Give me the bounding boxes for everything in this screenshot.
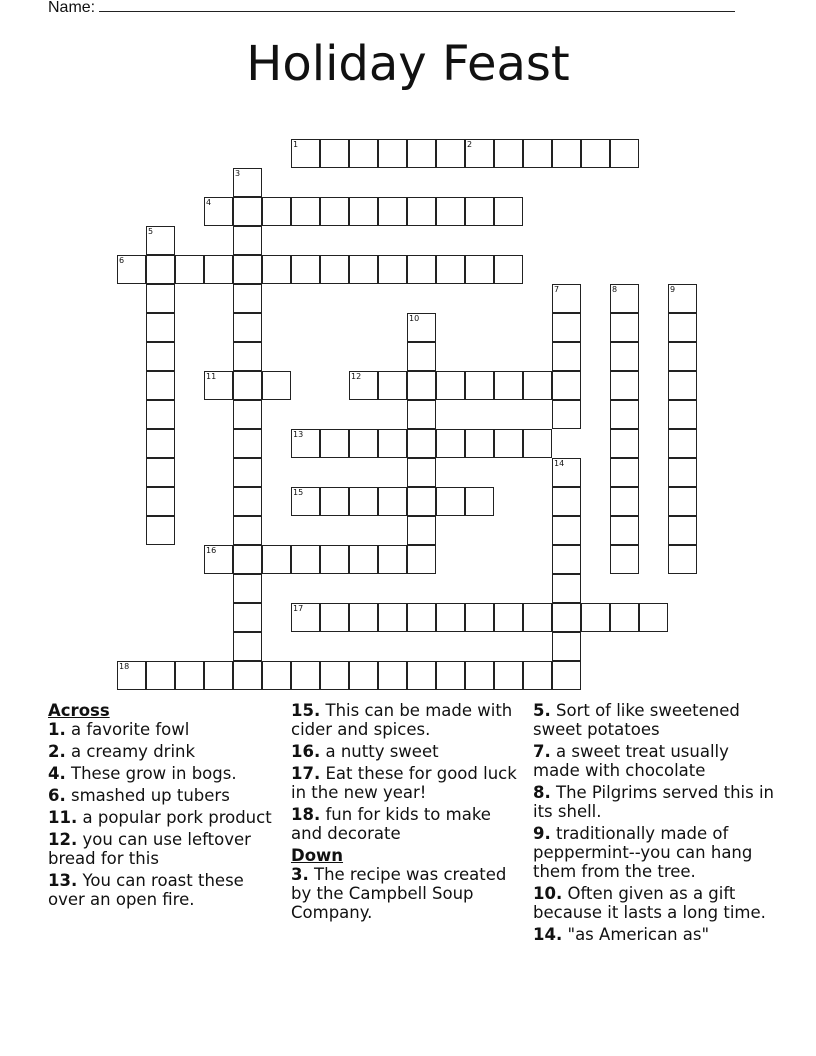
grid-cell[interactable] (233, 197, 262, 226)
grid-cell[interactable] (175, 255, 204, 284)
clue-text: a creamy drink (71, 742, 196, 761)
grid-cell[interactable] (146, 487, 175, 516)
grid-cell[interactable] (349, 661, 378, 690)
clue-number: 6. (48, 786, 66, 805)
clue-number: 11. (48, 808, 78, 827)
grid-cell[interactable] (407, 545, 436, 574)
grid-cell[interactable] (552, 371, 581, 400)
grid-cell[interactable] (465, 255, 494, 284)
grid-cell[interactable] (552, 458, 581, 487)
clue-number: 7. (533, 742, 551, 761)
clue-text: a popular pork product (82, 808, 272, 827)
grid-cell[interactable] (117, 255, 146, 284)
grid-cell[interactable] (349, 545, 378, 574)
clue-item (533, 925, 778, 944)
grid-cell[interactable] (233, 545, 262, 574)
grid-cell[interactable] (146, 255, 175, 284)
grid-cell[interactable] (291, 661, 320, 690)
grid-cell[interactable] (668, 342, 697, 371)
grid-cell[interactable] (639, 603, 668, 632)
clue-text: a sweet treat usually made with chocolate (533, 742, 729, 780)
grid-cell[interactable] (581, 603, 610, 632)
grid-cell[interactable] (668, 371, 697, 400)
grid-cell[interactable] (523, 371, 552, 400)
grid-cell[interactable] (320, 487, 349, 516)
grid-cell[interactable] (668, 516, 697, 545)
grid-cell[interactable] (233, 603, 262, 632)
grid-cell[interactable] (146, 284, 175, 313)
clue-item (291, 865, 521, 922)
grid-cell[interactable] (407, 342, 436, 371)
grid-cell[interactable] (378, 371, 407, 400)
grid-cell[interactable] (146, 429, 175, 458)
grid-cell[interactable] (494, 661, 523, 690)
cell-number: 18 (119, 662, 130, 671)
grid-cell[interactable] (349, 603, 378, 632)
grid-cell[interactable] (146, 458, 175, 487)
cell-number: 6 (119, 256, 125, 265)
clue-text: you can use leftover bread for this (48, 830, 251, 868)
clue-item (48, 786, 278, 805)
grid-cell[interactable] (320, 255, 349, 284)
grid-cell[interactable] (407, 255, 436, 284)
clue-text: You can roast these over an open fire. (48, 871, 244, 909)
clue-text: The recipe was created by the Campbell Soup Company. (291, 865, 507, 922)
grid-cell[interactable] (407, 139, 436, 168)
grid-cell[interactable] (610, 313, 639, 342)
grid-cell[interactable] (291, 255, 320, 284)
grid-cell[interactable] (233, 342, 262, 371)
cell-number: 12 (351, 372, 362, 381)
grid-cell[interactable] (291, 429, 320, 458)
clue-text: The Pilgrims served this in its shell. (533, 783, 775, 821)
grid-cell[interactable] (204, 661, 233, 690)
clue-number: 15. (291, 701, 321, 720)
grid-cell[interactable] (378, 197, 407, 226)
grid-cell[interactable] (349, 255, 378, 284)
grid-cell[interactable] (552, 661, 581, 690)
clue-item (291, 742, 521, 761)
grid-cell[interactable] (233, 661, 262, 690)
name-label: Name: (48, 0, 96, 16)
grid-cell[interactable] (349, 139, 378, 168)
grid-cell[interactable] (407, 197, 436, 226)
grid-cell[interactable] (552, 342, 581, 371)
grid-cell[interactable] (610, 487, 639, 516)
grid-cell[interactable] (378, 487, 407, 516)
grid-cell[interactable] (407, 603, 436, 632)
clue-item (533, 701, 778, 739)
grid-cell[interactable] (233, 313, 262, 342)
grid-cell[interactable] (262, 661, 291, 690)
grid-cell[interactable] (233, 429, 262, 458)
cell-number: 7 (554, 285, 560, 294)
grid-cell[interactable] (668, 400, 697, 429)
grid-cell[interactable] (378, 255, 407, 284)
grid-cell[interactable] (668, 487, 697, 516)
grid-cell[interactable] (378, 545, 407, 574)
clue-number: 13. (48, 871, 78, 890)
cell-number: 11 (206, 372, 217, 381)
clues-column-2 (291, 701, 521, 925)
clue-item (48, 742, 278, 761)
grid-cell[interactable] (436, 139, 465, 168)
grid-cell[interactable] (291, 487, 320, 516)
grid-cell[interactable] (291, 197, 320, 226)
grid-cell[interactable] (233, 400, 262, 429)
cell-number: 5 (148, 227, 154, 236)
grid-cell[interactable] (610, 516, 639, 545)
grid-cell[interactable] (610, 371, 639, 400)
grid-cell[interactable] (262, 197, 291, 226)
grid-cell[interactable] (552, 603, 581, 632)
clue-number: 12. (48, 830, 78, 849)
grid-cell[interactable] (465, 603, 494, 632)
grid-cell[interactable] (610, 284, 639, 313)
grid-cell[interactable] (668, 458, 697, 487)
grid-cell[interactable] (610, 429, 639, 458)
clue-number: 18. (291, 805, 321, 824)
clues-column-3 (533, 701, 778, 947)
clue-item (291, 805, 521, 843)
grid-cell[interactable] (552, 487, 581, 516)
grid-cell[interactable] (320, 429, 349, 458)
clue-text: This can be made with cider and spices. (291, 701, 513, 739)
grid-cell[interactable] (436, 197, 465, 226)
grid-cell[interactable] (552, 574, 581, 603)
grid-cell[interactable] (465, 139, 494, 168)
grid-cell[interactable] (291, 139, 320, 168)
clue-number: 1. (48, 720, 66, 739)
grid-cell[interactable] (175, 661, 204, 690)
grid-cell[interactable] (668, 429, 697, 458)
grid-cell[interactable] (436, 429, 465, 458)
grid-cell[interactable] (465, 429, 494, 458)
grid-cell[interactable] (523, 139, 552, 168)
grid-cell[interactable] (552, 516, 581, 545)
clue-section-heading: Down (291, 846, 344, 865)
grid-cell[interactable] (552, 284, 581, 313)
grid-cell[interactable] (436, 603, 465, 632)
grid-cell[interactable] (523, 603, 552, 632)
cell-number: 17 (293, 604, 304, 613)
grid-cell[interactable] (233, 371, 262, 400)
grid-cell[interactable] (233, 458, 262, 487)
grid-cell[interactable] (465, 371, 494, 400)
grid-cell[interactable] (407, 371, 436, 400)
cell-number: 10 (409, 314, 420, 323)
grid-cell[interactable] (610, 139, 639, 168)
grid-cell[interactable] (436, 487, 465, 516)
clue-number: 4. (48, 764, 66, 783)
clue-item (48, 808, 278, 827)
grid-cell[interactable] (146, 342, 175, 371)
grid-cell[interactable] (436, 371, 465, 400)
grid-cell[interactable] (407, 516, 436, 545)
clue-number: 17. (291, 764, 321, 783)
grid-cell[interactable] (204, 197, 233, 226)
grid-cell[interactable] (233, 516, 262, 545)
clue-item (291, 764, 521, 802)
cell-number: 2 (467, 140, 473, 149)
grid-cell[interactable] (494, 371, 523, 400)
grid-cell[interactable] (407, 400, 436, 429)
grid-cell[interactable] (494, 139, 523, 168)
grid-cell[interactable] (465, 661, 494, 690)
clue-number: 2. (48, 742, 66, 761)
clue-number: 9. (533, 824, 551, 843)
grid-cell[interactable] (552, 632, 581, 661)
grid-cell[interactable] (117, 661, 146, 690)
grid-cell[interactable] (465, 197, 494, 226)
grid-cell[interactable] (610, 545, 639, 574)
grid-cell[interactable] (146, 313, 175, 342)
grid-cell[interactable] (407, 458, 436, 487)
cell-number: 3 (235, 169, 241, 178)
grid-cell[interactable] (581, 139, 610, 168)
grid-cell[interactable] (349, 429, 378, 458)
grid-cell[interactable] (552, 400, 581, 429)
grid-cell[interactable] (233, 632, 262, 661)
grid-cell[interactable] (349, 487, 378, 516)
grid-cell[interactable] (233, 487, 262, 516)
cell-number: 9 (670, 285, 676, 294)
clue-text: Sort of like sweetened sweet potatoes (533, 701, 740, 739)
clue-item (48, 720, 278, 739)
clue-item (48, 830, 278, 868)
grid-cell[interactable] (668, 545, 697, 574)
cell-number: 8 (612, 285, 618, 294)
grid-cell[interactable] (465, 487, 494, 516)
grid-cell[interactable] (233, 255, 262, 284)
grid-cell[interactable] (204, 545, 233, 574)
grid-cell[interactable] (233, 284, 262, 313)
grid-cell[interactable] (494, 255, 523, 284)
page-title: Holiday Feast (246, 36, 570, 92)
clue-text: "as American as" (567, 925, 710, 944)
grid-cell[interactable] (378, 429, 407, 458)
clue-item (533, 742, 778, 780)
grid-cell[interactable] (320, 139, 349, 168)
clue-item (533, 884, 778, 922)
grid-cell[interactable] (407, 429, 436, 458)
grid-cell[interactable] (523, 429, 552, 458)
grid-cell[interactable] (262, 255, 291, 284)
grid-cell[interactable] (233, 574, 262, 603)
grid-cell[interactable] (378, 603, 407, 632)
cell-number: 13 (293, 430, 304, 439)
clue-text: Often given as a gift because it lasts a long time. (533, 884, 766, 922)
clue-text: a favorite fowl (71, 720, 190, 739)
clue-text: traditionally made of peppermint--you can hang them from the tree. (533, 824, 753, 881)
clue-text: These grow in bogs. (71, 764, 237, 783)
grid-cell[interactable] (146, 226, 175, 255)
clue-item (533, 783, 778, 821)
grid-cell[interactable] (552, 545, 581, 574)
clue-number: 14. (533, 925, 563, 944)
grid-cell[interactable] (146, 400, 175, 429)
clue-number: 5. (533, 701, 551, 720)
cell-number: 15 (293, 488, 304, 497)
cell-number: 16 (206, 546, 217, 555)
grid-cell[interactable] (407, 313, 436, 342)
grid-cell[interactable] (233, 168, 262, 197)
grid-cell[interactable] (494, 197, 523, 226)
clue-text: fun for kids to make and decorate (291, 805, 491, 843)
grid-cell[interactable] (407, 661, 436, 690)
grid-cell[interactable] (291, 545, 320, 574)
grid-cell[interactable] (668, 313, 697, 342)
grid-cell[interactable] (610, 603, 639, 632)
grid-cell[interactable] (610, 400, 639, 429)
grid-cell[interactable] (262, 371, 291, 400)
grid-cell[interactable] (552, 313, 581, 342)
grid-cell[interactable] (204, 255, 233, 284)
clue-number: 8. (533, 783, 551, 802)
clue-item (291, 701, 521, 739)
grid-cell[interactable] (349, 371, 378, 400)
clue-section-heading: Across (48, 701, 110, 720)
grid-cell[interactable] (668, 284, 697, 313)
clue-number: 10. (533, 884, 563, 903)
grid-cell[interactable] (494, 603, 523, 632)
grid-cell[interactable] (436, 255, 465, 284)
cell-number: 14 (554, 459, 565, 468)
grid-cell[interactable] (610, 458, 639, 487)
clue-number: 3. (291, 865, 309, 884)
grid-cell[interactable] (349, 197, 378, 226)
grid-cell[interactable] (552, 139, 581, 168)
clue-number: 16. (291, 742, 321, 761)
cell-number: 4 (206, 198, 212, 207)
grid-cell[interactable] (204, 371, 233, 400)
grid-cell[interactable] (233, 226, 262, 255)
clue-item (533, 824, 778, 881)
grid-cell[interactable] (146, 371, 175, 400)
clue-text: a nutty sweet (325, 742, 439, 761)
cell-number: 1 (293, 140, 299, 149)
clue-text: smashed up tubers (71, 786, 230, 805)
grid-cell[interactable] (378, 139, 407, 168)
grid-cell[interactable] (146, 661, 175, 690)
grid-cell[interactable] (378, 661, 407, 690)
clues-column-1 (48, 701, 278, 912)
grid-cell[interactable] (610, 342, 639, 371)
grid-cell[interactable] (407, 487, 436, 516)
grid-cell[interactable] (320, 197, 349, 226)
grid-cell[interactable] (523, 661, 552, 690)
grid-cell[interactable] (320, 603, 349, 632)
grid-cell[interactable] (291, 603, 320, 632)
clue-item (48, 764, 278, 783)
clue-text: Eat these for good luck in the new year! (291, 764, 517, 802)
clue-item (48, 871, 278, 909)
grid-cell[interactable] (146, 516, 175, 545)
grid-cell[interactable] (494, 429, 523, 458)
grid-cell[interactable] (262, 545, 291, 574)
grid-cell[interactable] (436, 661, 465, 690)
grid-cell[interactable] (320, 545, 349, 574)
grid-cell[interactable] (320, 661, 349, 690)
